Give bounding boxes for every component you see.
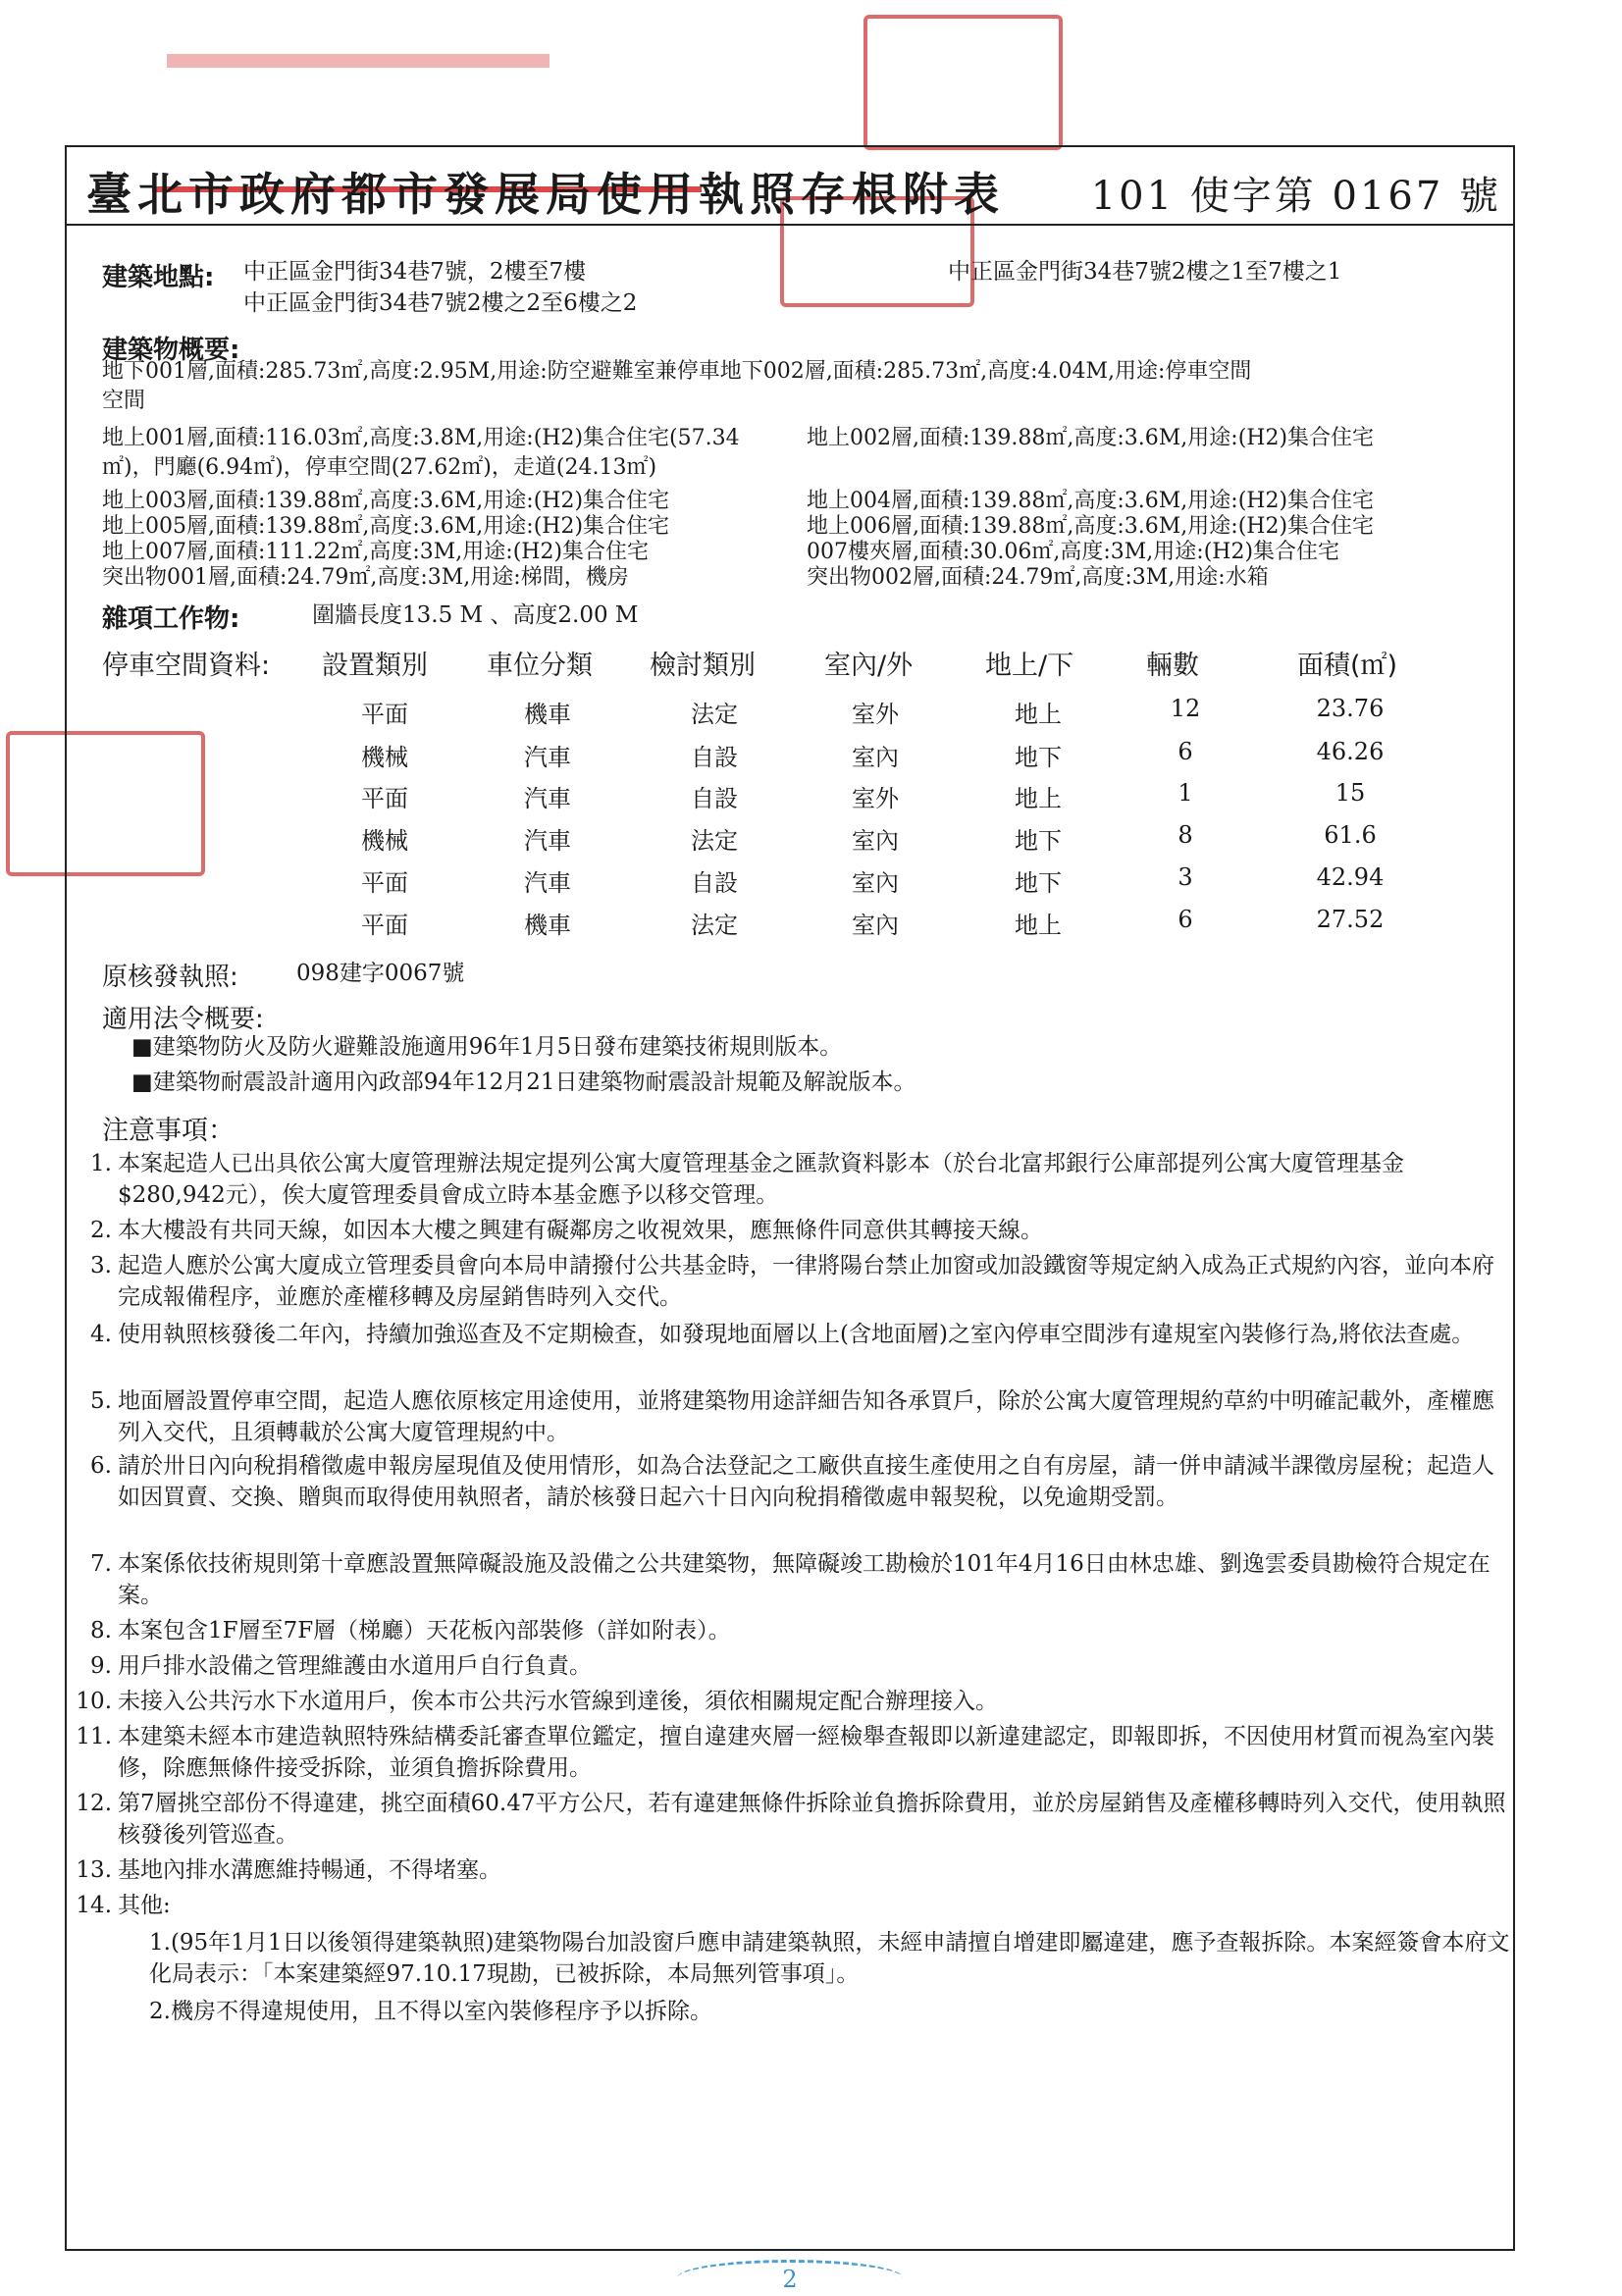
note-number: 8. [90,1618,112,1644]
parking-cell: 6 [1177,906,1193,933]
parking-cell: 平面 [361,869,408,897]
parking-cell: 地下 [1015,869,1062,897]
overview-f3: 地上003層,面積:139.88㎡,高度:3.6M,用途:(H2)集合住宅 [102,489,670,513]
parking-cell: 室外 [852,785,899,812]
address-line2: 中正區金門街34巷7號2樓之2至6樓之2 [243,290,638,316]
note-item [90,1215,1511,1246]
parking-cell: 3 [1177,863,1193,891]
note-text: 第7層挑空部份不得違建，挑空面積60.47平方公尺，若有違建無條件拆除並負擔拆除費用，並於房屋銷售及產權移轉時列入交代，使用執照核發後列管巡查。 [118,1791,1506,1848]
note-number: 11. [76,1724,112,1749]
parking-cell: 6 [1177,738,1193,765]
parking-cell: 自設 [691,869,738,897]
parking-cell: 室內 [852,827,899,855]
parking-cell: 汽車 [524,869,571,897]
parking-cell: 法定 [691,701,738,728]
page-number-stamp: 2 [677,2260,903,2296]
note-text: 本案係依技術規則第十章應設置無障礙設施及設備之公共建築物，無障礙竣工勘檢於101年4月16日由林忠雄、劉逸雲委員勘檢符合規定在案。 [118,1551,1491,1608]
document-title: 臺北市政府都市發展局使用執照存根附表 [86,168,1005,221]
overview-b1-line1: 地下001層,面積:285.73㎡,高度:2.95M,用途:防空避難室兼停車地下002層,面積:285.73㎡,高度:4.04M,用途:停車空間 [102,359,1252,384]
laws-label: 適用法令概要: [102,1005,264,1034]
note-item [76,1686,1511,1717]
note-text: 請於卅日內向稅捐稽徵處申報房屋現值及使用情形，如為合法登記之工廠供直接生產使用之自有房屋，請一併申請減半課徵房屋稅；起造人如因買賣、交換、贈與而取得使用執照者，請於核發日起六十日內向稅捐稽徵處申報契稅，以免逾期受罰。 [118,1453,1494,1510]
note-number: 3. [90,1253,112,1278]
note-item [90,1650,1511,1682]
note-text: 本大樓設有共同天線，如因本大樓之興建有礙鄰房之收視效果，應無條件同意供其轉接天線。 [118,1218,1043,1243]
note-item [90,1450,1511,1513]
address-line1: 中正區金門街34巷7號，2樓至7樓 [243,259,587,285]
misc-label: 雜項工作物: [102,604,240,634]
note-text: 其他: [118,1893,171,1918]
permit-number: 101 使字第 0167 號 [1090,174,1501,219]
note-text: 基地內排水溝應維持暢通，不得堵塞。 [118,1857,501,1883]
parking-header-type: 設置類別 [322,651,428,681]
parking-cell: 室內 [852,869,899,897]
note-item [76,1721,1511,1784]
original-permit-value: 098建字0067號 [296,961,465,986]
parking-cell: 法定 [691,827,738,855]
parking-cell: 23.76 [1316,695,1385,722]
overview-f1-left: 地上001層,面積:116.03㎡,高度:3.8M,用途:(H2)集合住宅(57.34 [102,426,740,450]
parking-cell: 61.6 [1324,821,1377,849]
parking-header-review: 檢討類別 [650,651,756,681]
note-text: 起造人應於公寓大廈成立管理委員會向本局申請撥付公共基金時，一律將陽台禁止加窗或加設鐵窗等規定納入成為正式規約內容，並向本府完成報備程序，並應於產權移轉及房屋銷售時列入交代。 [118,1253,1494,1310]
note-item [90,1319,1511,1350]
parking-header-count: 輛數 [1146,651,1199,681]
note-text: 用戶排水設備之管理維護由水道用戶自行負責。 [118,1653,592,1679]
note-number: 13. [76,1857,112,1883]
parking-cell: 地下 [1015,827,1062,855]
parking-header-level: 地上/下 [985,651,1074,681]
parking-cell: 地下 [1015,744,1062,771]
parking-cell: 42.94 [1316,863,1385,891]
parking-cell: 機車 [524,701,571,728]
note-item [76,1890,1511,1921]
note-number: 12. [76,1791,112,1816]
title-row [65,147,1515,226]
note-item [90,1385,1511,1448]
parking-cell: 平面 [361,701,408,728]
note-text: 未接入公共污水下水道用戶，俟本市公共污水管線到達後，須依相關規定配合辦理接入。 [118,1689,998,1714]
overview-b1-line2: 空間 [102,389,146,413]
note-number: 9. [90,1653,112,1679]
parking-header-indoor: 室內/外 [824,651,914,681]
parking-cell: 地上 [1015,912,1062,939]
note-text: 地面層設置停車空間，起造人應依原核定用途使用，並將建築物用途詳細告知各承買戶，除於公寓大廈管理規約草約中明確記載外，產權應列入交代，且須轉載於公寓大廈管理規約中。 [118,1388,1494,1445]
parking-header-category: 車位分類 [487,651,593,681]
note-number: 14. [76,1893,112,1918]
overview-label: 建築物概要: [102,336,240,365]
parking-cell: 1 [1177,779,1193,807]
parking-cell: 汽車 [524,744,571,771]
parking-cell: 汽車 [524,827,571,855]
parking-header-area: 面積(㎡) [1297,651,1398,681]
overview-f4: 地上004層,面積:139.88㎡,高度:3.6M,用途:(H2)集合住宅 [807,489,1375,513]
parking-cell: 27.52 [1316,906,1385,933]
note-text: 本案起造人已出具依公寓大廈管理辦法規定提列公寓大廈管理基金之匯款資料影本（於台北富邦銀行公庫部提列公寓大廈管理基金 $280,942元），俟大廈管理委員會成立時本基金應予以移交管理。 [118,1151,1404,1208]
note-text: 本建築未經本市建造執照特殊結構委託審查單位鑑定，擅自違建夾層一經檢舉查報即以新違建認定，即報即拆，不因使用材質而視為室內裝修，除應無條件接受拆除，並須負擔拆除費用。 [118,1724,1494,1781]
misc-value: 圍牆長度13.5 M 、高度2.00 M [312,602,639,628]
overview-mezzanine: 007樓夾層,面積:30.06㎡,高度:3M,用途:(H2)集合住宅 [807,540,1340,564]
law-item: ■建築物耐震設計適用內政部94年12月21日建築物耐震設計規範及解說版本。 [131,1070,916,1095]
parking-label: 停車空間資料: [102,651,271,681]
parking-cell: 地上 [1015,785,1062,812]
parking-cell: 平面 [361,785,408,812]
note-number: 6. [90,1453,112,1479]
top-right-seal [863,15,1063,150]
parking-cell: 法定 [691,912,738,939]
original-permit-label: 原核發執照: [102,963,238,992]
address-label: 建築地點: [102,263,215,292]
parking-cell: 15 [1334,779,1366,807]
note-number: 1. [90,1151,112,1176]
note-item [90,1148,1511,1211]
overview-p1: 突出物001層,面積:24.79㎡,高度:3M,用途:梯間，機房 [102,565,629,590]
note-number: 7. [90,1551,112,1577]
overview-p2: 突出物002層,面積:24.79㎡,高度:3M,用途:水箱 [807,565,1269,590]
parking-cell: 機械 [361,744,408,771]
overview-f1-line2: ㎡)，門廳(6.94㎡)，停車空間(27.62㎡)，走道(24.13㎡) [102,455,657,480]
note-item [90,1250,1511,1313]
parking-cell: 室內 [852,912,899,939]
law-item: ■建築物防火及防火避難設施適用96年1月5日發布建築技術規則版本。 [131,1034,843,1060]
parking-cell: 8 [1177,821,1193,849]
note-item [90,1548,1511,1611]
note-text: 使用執照核發後二年內，持續加強巡查及不定期檢查，如發現地面層以上(含地面層)之室內停車空間涉有違規室內裝修行為,將依法查處。 [118,1322,1475,1347]
parking-cell: 自設 [691,744,738,771]
note-item [76,1854,1511,1886]
note-number: 10. [76,1689,112,1714]
parking-cell: 46.26 [1316,738,1385,765]
overview-f6: 地上006層,面積:139.88㎡,高度:3.6M,用途:(H2)集合住宅 [807,514,1375,539]
parking-cell: 地上 [1015,701,1062,728]
note-other-2: 2.機房不得違規使用，且不得以室內裝修程序予以拆除。 [149,1999,712,2024]
address-line1-right: 中正區金門街34巷7號2樓之1至7樓之1 [948,259,1342,285]
note-text: 本案包含1F層至7F層（梯廳）天花板內部裝修（詳如附表）。 [118,1618,731,1644]
parking-cell: 室內 [852,744,899,771]
overview-f1-right: 地上002層,面積:139.88㎡,高度:3.6M,用途:(H2)集合住宅 [807,426,1375,450]
parking-cell: 汽車 [524,785,571,812]
note-number: 5. [90,1388,112,1414]
overview-f7: 地上007層,面積:111.22㎡,高度:3M,用途:(H2)集合住宅 [102,540,650,564]
parking-cell: 機車 [524,912,571,939]
parking-cell: 12 [1170,695,1201,722]
parking-cell: 室外 [852,701,899,728]
notes-label: 注意事項： [102,1116,235,1146]
note-number: 2. [90,1218,112,1243]
note-number: 4. [90,1322,112,1347]
note-other-1: 1.(95年1月1日以後領得建築執照)建築物陽台加設窗戶應申請建築執照，未經申請擅自增建即屬違建，應予查報拆除。本案經簽會本府文化局表示：「本案建築經97.10.17現勘，已被拆除，本局無列管事項」。 [149,1930,1510,1987]
note-item [76,1788,1511,1851]
overview-f5: 地上005層,面積:139.88㎡,高度:3.6M,用途:(H2)集合住宅 [102,514,670,539]
parking-cell: 自設 [691,785,738,812]
parking-cell: 平面 [361,912,408,939]
note-item [90,1615,1511,1646]
parking-cell: 機械 [361,827,408,855]
top-red-scribble [167,54,549,68]
